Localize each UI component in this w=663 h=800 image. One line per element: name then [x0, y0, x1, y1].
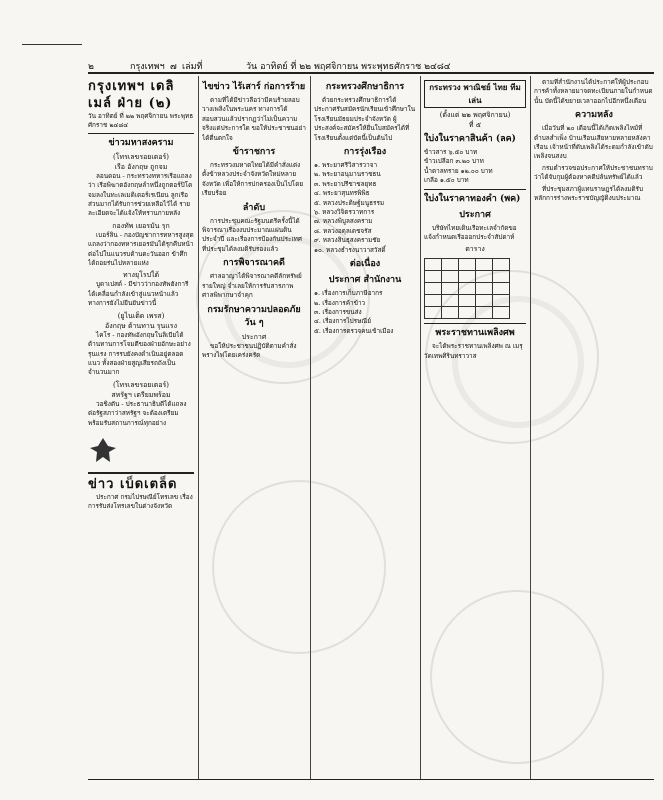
list-item: ๗. หลวงพิบูลสงคราม — [314, 217, 373, 226]
article-body: เมื่อวันที่ ๒๐ เดือนนี้ได้เกิดเพลิงไหม้ที่ตำบลสำเพ็ง บ้านเรือนเสียหายหลายหลังคาเรือน เจ้าหน้าที่ดับเพลิงได้ระดมกำลังเข้าดับเพลิงจนสงบ — [534, 124, 653, 161]
article-body: จะได้พระราชทานเพลิงศพ ณ เมรุวัดเทพศิรินทราวาส — [424, 342, 523, 360]
list-item: ๕. เรื่องการตรวจคนเข้าเมือง — [314, 326, 394, 335]
table-row — [425, 307, 510, 319]
section-heading: กระทรวงศึกษาธิการ — [325, 82, 405, 92]
section-subheading: เรือ อังกฤษ ถูกจม — [114, 162, 168, 171]
list-item: ๒. พระยาอนุมานราชธน — [314, 170, 381, 179]
article-body: ด้วยกระทรวงศึกษาธิการได้ประกาศรับสมัครนักเรียนเข้าศึกษาในโรงเรียนมัธยมประจำจังหวัด ผู้ประสงค์จะสมัครให้ยื่นใบสมัครได้ที่โรงเรียนตั้งแต่บัดนี้เป็นต้นไป — [314, 96, 416, 142]
list-item: ๓. พระยาปรีชาชลยุทธ — [314, 179, 377, 188]
section-subheading: (ยูไนเต็ด เพรส) — [117, 311, 165, 320]
list-item: ๑. พระยาศรีวิสารวาจา — [314, 161, 378, 170]
list-item: ๔. พระยาสุนทรพิพิธ — [314, 189, 370, 198]
article-body: ประกาศ กรมไปรษณีย์โทรเลข เรื่องการรับส่งโทรเลขในต่างจังหวัด — [88, 492, 193, 511]
article-body: วอชิงตัน - ประธานาธิบดีได้แถลงต่อรัฐสภาว่าสหรัฐฯ จะต้องเตรียมพร้อมรับสถานการณ์ทุกอย่าง — [88, 399, 187, 427]
list-item: ๔. เรื่องการไปรษณีย์ — [314, 317, 371, 326]
rate-list — [424, 148, 526, 186]
list-item: ๓. เรื่องการขนส่ง — [314, 307, 362, 316]
section-subheading: สหรัฐฯ เตรียมพร้อม — [111, 390, 171, 399]
article-body: เบอร์ลิน - กองบัญชาการทหารสูงสุดแถลงว่ากองทหารเยอรมันได้รุกคืบหน้าต่อไปในแนวรบด้านตะวันออก ข้าศึกได้ถอยร่นไปหลายแห่ง — [88, 230, 194, 268]
section-subheading: ทางยุโรปใต้ — [123, 271, 159, 280]
section-heading: ต่อเนื่อง — [349, 259, 381, 270]
section-heading: การพิจารณาคดี — [223, 258, 285, 269]
name-list — [314, 161, 416, 255]
page-header — [88, 59, 654, 73]
section-subheading: กองทัพ เยอรมัน รุก — [112, 221, 170, 230]
section-heading: กรมรักษาความปลอดภัย วัน ๆ — [207, 304, 301, 328]
article-body: ลอนดอน - กระทรวงทหารเรือแถลงว่า เรือพิฆาตอังกฤษลำหนึ่งถูกตอร์ปิโดจมลงในทะเลเมดิเตอร์เรเนียน ลูกเรือส่วนมากได้รับการช่วยเหลือไว้ได้ รายละเอียดจะได้แจ้งให้ทราบภายหลัง — [88, 171, 193, 218]
section-heading: ใบ่งในราคาทองคำ (พค) — [424, 193, 521, 204]
rate-item: น้ำตาลทราย ๑๒.๐๐ บาท — [424, 166, 493, 175]
list-item: ๑๐. หลวงธำรงนาวาสวัสดิ์ — [314, 245, 386, 254]
article-body: ขอให้ประชาชนปฏิบัติตามคำสั่งพรางไฟโดยเคร่งครัด — [202, 341, 297, 359]
section-subheading: (โทรเลขรอยเตอร์) — [112, 380, 170, 389]
header-vol: ๗ — [170, 62, 177, 72]
header-rule — [88, 72, 654, 74]
notice-list — [314, 289, 416, 336]
column-2 — [202, 78, 306, 778]
schedule-table — [424, 258, 510, 319]
article-body: ไคโร - กองทัพอังกฤษในลิเบียได้ต้านทานการโจมตีของฝ่ายอักษะอย่างรุนแรง การรบยังคงดำเนินอยู่ตลอดแนว ทั้งสองฝ่ายสูญเสียรถถังเป็นจำนวนมาก — [88, 330, 191, 377]
section-heading: ใบ่งในราคาสินค้า (ลค) — [424, 134, 516, 144]
section-heading-misc: ข่าว เบ็ดเตล็ด — [88, 476, 178, 492]
article-body: ตามที่ได้มีข่าวลือว่ามีคนร้ายลอบวางเพลิงในพระนคร ทางการได้สอบสวนแล้วปรากฏว่าไม่เป็นความจริงแต่ประการใด ขอให้ประชาชนอย่าได้ตื่นตกใจ — [202, 96, 306, 142]
article-body: ตามที่สำนักงานได้ประกาศให้ผู้ประกอบการค้าทั้งหลายมาจดทะเบียนภายในกำหนดนั้น บัดนี้ได้ขยายเวลาออกไปอีกหนึ่งเดือน — [534, 78, 653, 105]
article-body: บริษัทไทยเดินเรือทะเลจำกัดขอแจ้งกำหนดเรือออกประจำสัปดาห์ — [424, 223, 517, 242]
article-body: บูดาเปสต์ - มีข่าวว่ากองทัพฮังการีได้เคลื่อนกำลังเข้าสู่แนวหน้าแล้ว ทางการยังไม่ยืนยันข่าวนี้ — [88, 280, 189, 308]
list-item: ๑. เรื่องการเก็บภาษีอากร — [314, 289, 383, 298]
article-body: กระทรวงมหาดไทยได้มีคำสั่งแต่งตั้งข้าหลวงประจำจังหวัดใหม่หลายจังหวัด เพื่อให้การปกครองเป็นไปโดยเรียบร้อย — [202, 161, 304, 198]
section-heading: ประกาศ สำนักงาน — [328, 275, 402, 286]
column-rule — [310, 76, 311, 780]
notice-number: ที่ ๕ — [468, 121, 482, 129]
table-row — [425, 295, 510, 307]
list-item: ๘. หลวงอดุลเดชจรัส — [314, 226, 372, 235]
masthead: กรุงเทพฯ เดลิเมล์ ฝ่าย (๒) — [88, 79, 175, 111]
page-number: ๒ — [88, 62, 94, 72]
rate-item: ข้าวสาร ๖.๕๐ บาท — [424, 148, 478, 156]
list-item: ๕. หลวงประดิษฐ์มนูธรรม — [314, 198, 385, 207]
section-heading: ข่าวมหาสงคราม — [108, 137, 174, 148]
box-subheading: (ตั้งแต่ ๒๒ พฤศจิกายน) — [439, 111, 511, 119]
article-body: ที่ประชุมสภาผู้แทนราษฎรได้ลงมติรับหลักการร่างพระราชบัญญัติงบประมาณ — [534, 184, 644, 203]
garuda-emblem-icon — [88, 436, 118, 464]
header-date: วัน อาทิตย์ ที่ ๒๒ พฤศจิกายน พระพุทธศักราช ๒๔๘๔ — [246, 62, 451, 72]
table-row — [425, 271, 510, 283]
table-caption: ตาราง — [465, 245, 485, 254]
masthead-date: วัน อาทิตย์ ที่ ๒๒ พฤศจิกายน พระพุทธศักราช ๒๔๘๔ — [88, 112, 194, 130]
section-subheading: ประกาศ — [241, 332, 267, 341]
list-item: ๖. หลวงวิจิตรวาทการ — [314, 208, 375, 217]
header-place: กรุงเทพฯ — [130, 62, 165, 72]
section-heading: การรุ่งเรือง — [343, 147, 387, 158]
footer-rule — [88, 779, 654, 780]
list-item: ๒. เรื่องการค้าข้าว — [314, 298, 366, 307]
section-heading: พระราชทานเพลิงศพ — [435, 328, 515, 339]
section-subheading: (โทรเลขรอยเตอร์) — [112, 152, 170, 161]
section-subheading: อังกฤษ ต้านทาน รุนแรง — [105, 321, 177, 330]
column-4 — [424, 78, 526, 778]
section-heading: ไขข่าว ไร้เสาร์ ก่อการร้าย — [202, 82, 306, 92]
section-heading: ลำดับ — [242, 202, 266, 213]
column-5 — [534, 78, 654, 778]
article-body: กรมตำรวจขอประกาศให้ประชาชนทราบว่าได้จับกุมผู้ต้องหาคดีปล้นทรัพย์ได้แล้ว — [534, 163, 653, 182]
top-divider — [22, 44, 82, 45]
column-rule — [420, 76, 421, 780]
table-row — [425, 259, 510, 271]
table-row — [425, 283, 510, 295]
column-rule — [198, 76, 199, 780]
article-body: การประชุมคณะรัฐมนตรีครั้งนี้ได้พิจารณาเรื่องงบประมาณแผ่นดินประจำปี และเรื่องการป้องกันประเทศ ที่ประชุมได้ลงมติรับรองแล้ว — [202, 216, 302, 253]
section-heading: ความหลัง — [575, 110, 613, 121]
header-edition: เล่มที่ — [182, 62, 203, 72]
column-3 — [314, 78, 416, 778]
rate-item: ข้าวเปลือก ๓.๒๐ บาท — [424, 157, 484, 166]
column-1 — [88, 78, 194, 778]
list-item: ๙. หลวงสินธุสงครามชัย — [314, 236, 381, 245]
article-body: ศาลอาญาได้พิจารณาคดีลักทรัพย์รายใหญ่ จำเลยให้การรับสารภาพ ศาลพิพากษาจำคุก — [202, 272, 302, 300]
section-heading: ประกาศ — [459, 209, 491, 220]
section-heading: ข้าราชการ — [232, 147, 276, 158]
rate-item: เกลือ ๑.๕๐ บาท — [424, 176, 469, 185]
boxed-heading: กระทรวง พาณิชย์ ไทย ทีมเล่น — [424, 80, 526, 108]
